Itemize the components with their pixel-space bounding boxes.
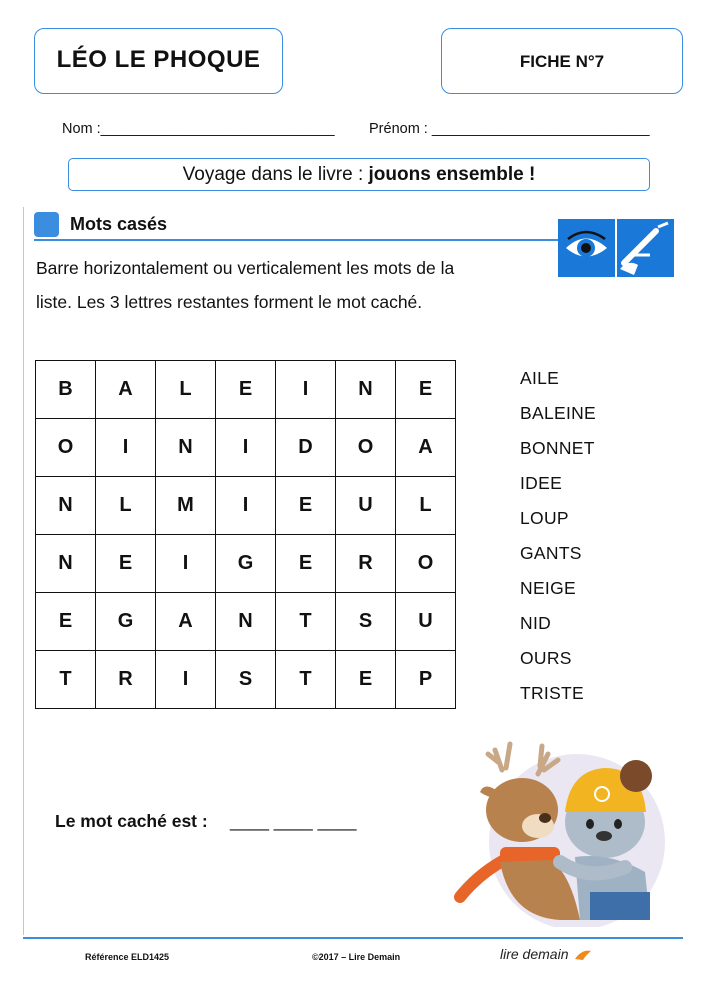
grid-row — [36, 651, 456, 709]
grid-cell[interactable]: T — [276, 651, 336, 709]
grid-cell[interactable]: N — [36, 535, 96, 593]
grid-cell[interactable]: E — [36, 593, 96, 651]
grid-cell[interactable]: I — [156, 651, 216, 709]
grid-row — [36, 419, 456, 477]
activity-banner — [68, 158, 650, 191]
grid-cell[interactable]: T — [276, 593, 336, 651]
nom-field[interactable]: Nom :_____________________________ — [62, 121, 335, 137]
grid-cell[interactable]: A — [156, 593, 216, 651]
grid-cell[interactable]: N — [156, 419, 216, 477]
grid-cell[interactable]: E — [276, 477, 336, 535]
banner-emphasis: jouons ensemble ! — [368, 164, 536, 185]
answer-label: Le mot caché est : — [55, 811, 208, 831]
page-title: LÉO LE PHOQUE — [56, 46, 261, 73]
grid-cell[interactable]: N — [336, 361, 396, 419]
grid-cell[interactable]: I — [216, 419, 276, 477]
word-list-item: GANTS — [520, 543, 582, 563]
publisher-logo — [500, 946, 592, 962]
grid-cell[interactable]: S — [216, 651, 276, 709]
fiche-box — [441, 28, 683, 94]
grid-cell[interactable]: I — [96, 419, 156, 477]
grid-cell[interactable]: L — [96, 477, 156, 535]
grid-cell[interactable]: N — [36, 477, 96, 535]
grid-cell[interactable]: N — [216, 593, 276, 651]
grid-cell[interactable]: O — [396, 535, 456, 593]
grid-row — [36, 477, 456, 535]
grid-cell[interactable]: D — [276, 419, 336, 477]
grid-cell[interactable]: E — [96, 535, 156, 593]
word-list-item: BONNET — [520, 438, 595, 458]
grid-cell[interactable]: O — [36, 419, 96, 477]
word-list-item: AILE — [520, 368, 560, 388]
instruction-line-2: liste. Les 3 lettres restantes forment le mot caché. — [36, 292, 423, 312]
grid-cell[interactable]: E — [276, 535, 336, 593]
word-list-item: TRISTE — [520, 683, 585, 703]
grid-cell[interactable]: R — [96, 651, 156, 709]
answer-blanks[interactable]: ____ ____ ____ — [230, 811, 357, 831]
grid-cell[interactable]: S — [336, 593, 396, 651]
prenom-field[interactable]: Prénom : ___________________________ — [369, 121, 650, 137]
section-title: Mots casés — [70, 214, 168, 234]
grid-cell[interactable]: G — [216, 535, 276, 593]
eye-and-pen-pictogram-icon — [558, 219, 674, 277]
grid-cell[interactable]: B — [36, 361, 96, 419]
footer-copyright: ©2017 – Lire Demain — [312, 952, 401, 962]
grid-cell[interactable]: O — [336, 419, 396, 477]
word-list-item: LOUP — [520, 508, 569, 528]
section-divider — [34, 239, 584, 241]
fiche-number: FICHE N°7 — [519, 52, 605, 71]
grid-cell[interactable]: E — [336, 651, 396, 709]
grid-row — [36, 535, 456, 593]
logo-text: lire demain — [500, 946, 569, 962]
grid-cell[interactable]: U — [396, 593, 456, 651]
grid-cell[interactable]: A — [96, 361, 156, 419]
grid-cell[interactable]: A — [396, 419, 456, 477]
grid-cell[interactable]: G — [96, 593, 156, 651]
grid-row — [36, 361, 456, 419]
grid-cell[interactable]: I — [156, 535, 216, 593]
footer-divider — [23, 937, 683, 939]
grid-cell[interactable]: R — [336, 535, 396, 593]
grid-row — [36, 593, 456, 651]
grid-cell[interactable]: T — [36, 651, 96, 709]
grid-cell[interactable]: M — [156, 477, 216, 535]
reindeer-and-seal-illustration — [440, 732, 685, 927]
grid-cell[interactable]: I — [276, 361, 336, 419]
grid-cell[interactable]: L — [156, 361, 216, 419]
title-box — [34, 28, 283, 94]
grid-cell[interactable]: I — [216, 477, 276, 535]
word-list-item: BALEINE — [520, 403, 597, 423]
word-list-item: OURS — [520, 648, 572, 668]
orange-bird-icon — [574, 949, 592, 961]
word-list-item: NEIGE — [520, 578, 576, 598]
footer-reference: Référence ELD1425 — [85, 952, 170, 962]
word-list-item: IDEE — [520, 473, 563, 493]
grid-cell[interactable]: U — [336, 477, 396, 535]
grid-cell[interactable]: L — [396, 477, 456, 535]
grid-cell[interactable]: E — [216, 361, 276, 419]
grid-cell[interactable]: P — [396, 651, 456, 709]
grid-cell[interactable]: E — [396, 361, 456, 419]
banner-prefix: Voyage dans le livre : — [182, 164, 369, 185]
instruction-line-1: Barre horizontalement ou verticalement les mots de la — [36, 258, 455, 278]
margin-rule — [23, 207, 24, 935]
section-marker-icon — [34, 212, 59, 237]
word-list — [520, 368, 596, 718]
word-list-item: NID — [520, 613, 552, 633]
word-search-grid — [35, 360, 456, 709]
